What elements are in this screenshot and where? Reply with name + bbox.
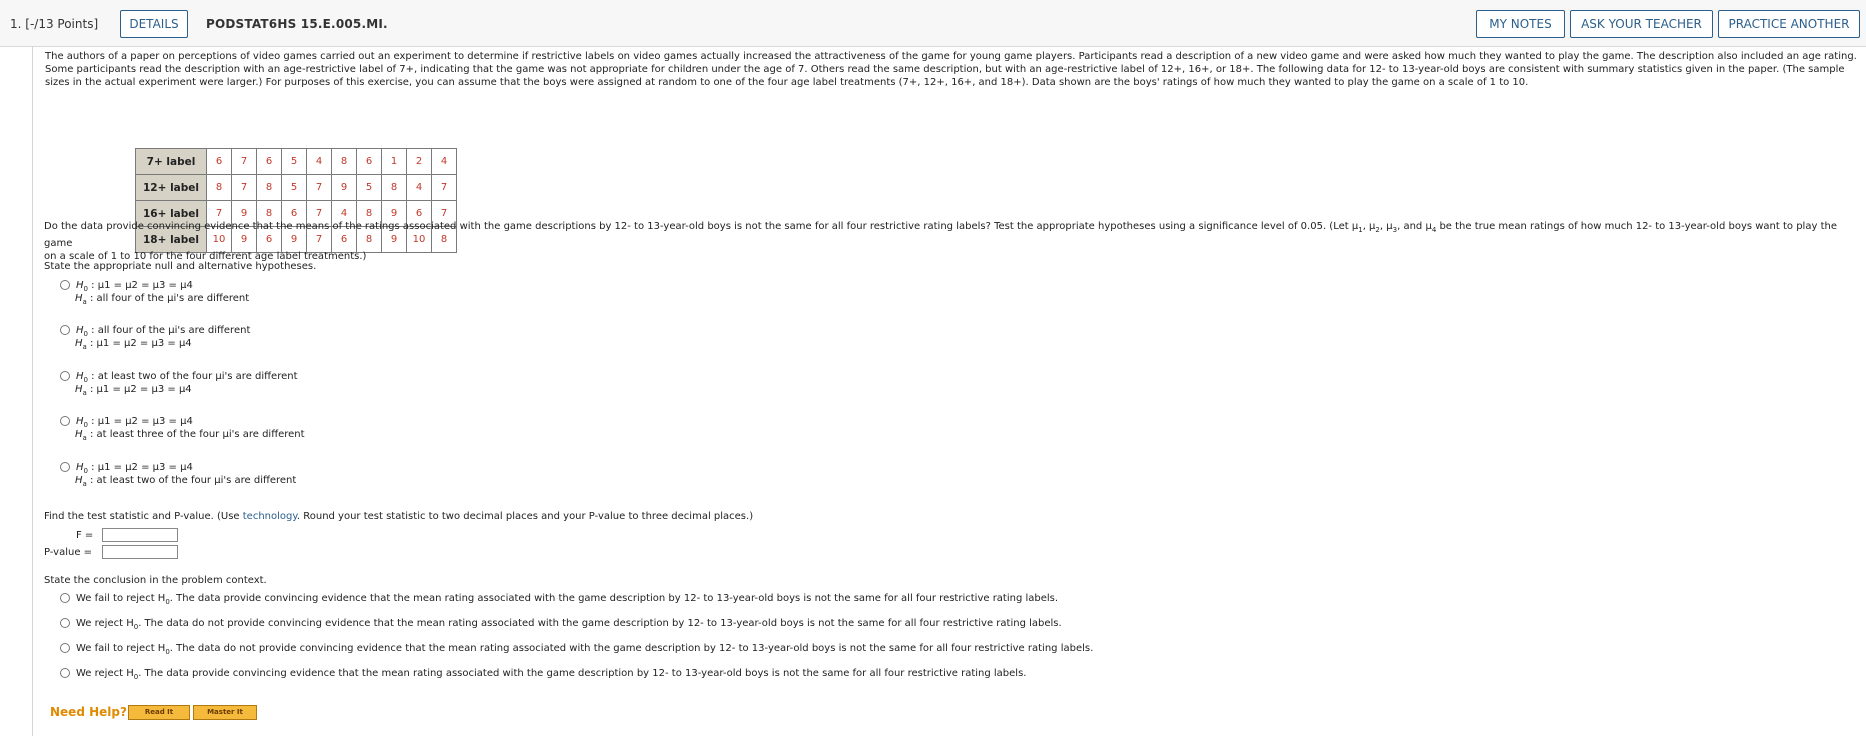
table-cell: 7: [307, 175, 332, 201]
hypothesis-option-3[interactable]: $H_0$ : at least two of the four μi's are different $H_a$ : μ1 = μ2 = μ3 = μ4: [60, 371, 298, 397]
table-cell: 9: [282, 227, 307, 253]
hypothesis-option-1[interactable]: $H_0$ : μ1 = μ2 = μ3 = μ4 $H_a$ : all four of the μi's are different: [60, 280, 249, 306]
test-prompt: [44, 510, 753, 523]
ha-text: : at least three of the four μi's are different: [86, 429, 305, 440]
radio-button[interactable]: [60, 593, 70, 603]
h0-text: : μ1 = μ2 = μ3 = μ4: [88, 280, 193, 291]
ha-text: : μ1 = μ2 = μ3 = μ4: [86, 338, 192, 349]
conclusion-text: We fail to reject H: [76, 593, 166, 604]
table-cell: 9: [232, 201, 257, 227]
read-it-button[interactable]: Read It: [128, 705, 190, 720]
details-button[interactable]: DETAILS: [120, 10, 188, 38]
table-cell: 6: [357, 149, 382, 175]
table-cell: 6: [332, 227, 357, 253]
table-cell: 8: [357, 227, 382, 253]
radio-button[interactable]: [60, 643, 70, 653]
table-cell: 2: [407, 149, 432, 175]
table-cell: 7: [432, 201, 457, 227]
row-label: 7+ label: [136, 149, 207, 175]
question-text-part: be the true mean ratings of how much 12- to 13-year-old boys want to play the game: [44, 221, 1837, 249]
question-text-part: , and μ: [1397, 221, 1432, 232]
conclusion-option-1[interactable]: We fail to reject $H_0$. The data provide convincing evidence that the mean rating associated with the game description by 12- to 13-year-old boys is not the same for all four restrictive rating labels.: [60, 593, 1058, 606]
table-cell: 4: [307, 149, 332, 175]
hypotheses-prompt: State the appropriate null and alternative hypotheses.: [44, 261, 317, 272]
table-cell: 7: [232, 149, 257, 175]
table-cell: 6: [257, 149, 282, 175]
row-label: 18+ label: [136, 227, 207, 253]
technology-link[interactable]: technology: [242, 511, 297, 522]
radio-button[interactable]: [60, 371, 70, 381]
radio-button[interactable]: [60, 325, 70, 335]
table-cell: 7: [232, 175, 257, 201]
row-label: 16+ label: [136, 201, 207, 227]
table-row: [136, 175, 457, 201]
table-cell: 7: [432, 175, 457, 201]
table-cell: 7: [307, 227, 332, 253]
h0-text: : at least two of the four μi's are different: [88, 371, 298, 382]
conclusion-option-3[interactable]: We fail to reject $H_0$. The data do not provide convincing evidence that the mean rating associated with the game description by 12- to 13-year-old boys is not the same for all four restrictive rating labels.: [60, 643, 1093, 656]
question-number: 1. [-/13 Points]: [10, 17, 99, 31]
question-header: [0, 0, 1866, 47]
table-cell: 7: [307, 201, 332, 227]
table-cell: 10: [207, 227, 232, 253]
hypothesis-option-2[interactable]: $H_0$ : all four of the μi's are different $H_a$ : μ1 = μ2 = μ3 = μ4: [60, 325, 250, 351]
ha-text: : μ1 = μ2 = μ3 = μ4: [86, 384, 192, 395]
table-cell: 6: [257, 227, 282, 253]
question-content: [32, 46, 1866, 736]
radio-button[interactable]: [60, 416, 70, 426]
conclusion-text: We reject H: [76, 668, 134, 679]
table-cell: 5: [282, 175, 307, 201]
table-cell: 4: [432, 149, 457, 175]
p-value-input[interactable]: [102, 545, 178, 559]
h0-text: : μ1 = μ2 = μ3 = μ4: [88, 462, 193, 473]
intro-text: The authors of a paper on perceptions of video games carried out an experiment to determine if restrictive labels on video games actually increased the attractiveness of the game for young game players. Participants read a description of a new video game and were asked how much they wanted to play the game. The description also included an age rating. Some participants read the description with an age-restrictive label of 7+, indicating that the game was not appropriate for children under the age of 7. Others read the same description, but with an age-restrictive label of 12+, 16+, or 18+. The following data for 12- to 13-year-old boys are consistent with summary statistics given in the paper. (The sample sizes in the actual experiment were larger.) For purposes of this exercise, you can assume that the boys were assigned at random to one of the four age label treatments (7+, 12+, 16+, and 18+). Data shown are the boys' ratings of how much they wanted to play the game on a scale of 1 to 10.: [45, 51, 1857, 88]
table-cell: 9: [232, 227, 257, 253]
table-row: [136, 149, 457, 175]
hypothesis-option-4[interactable]: $H_0$ : μ1 = μ2 = μ3 = μ4 $H_a$ : at least three of the four μi's are different: [60, 416, 305, 442]
my-notes-button[interactable]: MY NOTES: [1476, 10, 1565, 38]
radio-button[interactable]: [60, 668, 70, 678]
radio-button[interactable]: [60, 280, 70, 290]
table-cell: 5: [357, 175, 382, 201]
h0-text: : all four of the μi's are different: [88, 325, 251, 336]
question-text-part: on a scale of 1 to 10 for the four different age label treatments.): [44, 251, 367, 262]
ha-text: : all four of the μi's are different: [86, 293, 250, 304]
table-cell: 8: [257, 175, 282, 201]
f-label: F =: [76, 530, 94, 541]
table-cell: 8: [257, 201, 282, 227]
test-prompt-part: . Round your test statistic to two decimal places and your P-value to three decimal places.): [296, 511, 754, 522]
table-cell: 4: [332, 201, 357, 227]
table-cell: 10: [407, 227, 432, 253]
conclusion-prompt: State the conclusion in the problem context.: [44, 575, 267, 586]
table-cell: 6: [207, 149, 232, 175]
table-cell: 6: [282, 201, 307, 227]
conclusion-text: . The data do not provide convincing evidence that the mean rating associated with the game description by 12- to 13-year-old boys is not the same for all four restrictive rating labels.: [169, 643, 1094, 654]
practice-another-button[interactable]: PRACTICE ANOTHER: [1718, 10, 1860, 38]
question-text: Do the data provide convincing evidence that the means of the ratings associated with the game descriptions by 12- to 13-year-old boys is not the same for all four restrictive rating labels? Test the appropriate hypotheses using a significance level of 0.05. (Let $\mu_1$, $\mu_2$, $\mu_3$, and $\mu_4$ be the true mean ratings of how much 12- to 13-year-old boys want to play the game on a scale of 1 to 10 for the four different age label treatments.): [44, 221, 1837, 262]
radio-button[interactable]: [60, 462, 70, 472]
question-text-part: Do the data provide convincing evidence that the means of the ratings associated with the game descriptions by 12- to 13-year-old boys is not the same for all four restrictive rating labels? Test the appropriate hypotheses using a significance level of 0.05. (Let μ: [44, 221, 1359, 232]
ha-text: : at least two of the four μi's are different: [86, 475, 297, 486]
p-value-label: P-value =: [44, 547, 93, 558]
table-cell: 8: [332, 149, 357, 175]
conclusion-text: We reject H: [76, 618, 134, 629]
need-help-label: Need Help?: [50, 705, 127, 719]
radio-button[interactable]: [60, 618, 70, 628]
conclusion-text: . The data provide convincing evidence that the mean rating associated with the game description by 12- to 13-year-old boys is not the same for all four restrictive rating labels.: [138, 668, 1027, 679]
table-cell: 9: [332, 175, 357, 201]
f-input[interactable]: [102, 528, 178, 542]
table-cell: 8: [357, 201, 382, 227]
table-cell: 9: [382, 227, 407, 253]
table-cell: 1: [382, 149, 407, 175]
table-cell: 5: [282, 149, 307, 175]
row-label: 12+ label: [136, 175, 207, 201]
table-cell: 8: [207, 175, 232, 201]
table-cell: 8: [382, 175, 407, 201]
conclusion-option-4[interactable]: We reject $H_0$. The data provide convincing evidence that the mean rating associated with the game description by 12- to 13-year-old boys is not the same for all four restrictive rating labels.: [60, 668, 1026, 681]
conclusion-option-2[interactable]: We reject $H_0$. The data do not provide convincing evidence that the mean rating associated with the game description by 12- to 13-year-old boys is not the same for all four restrictive rating labels.: [60, 618, 1062, 631]
table-cell: 8: [432, 227, 457, 253]
master-it-button[interactable]: Master It: [193, 705, 257, 720]
test-prompt-part: Find the test statistic and P-value. (Use: [44, 511, 243, 522]
conclusion-text: We fail to reject H: [76, 643, 166, 654]
conclusion-text: . The data provide convincing evidence that the mean rating associated with the game description by 12- to 13-year-old boys is not the same for all four restrictive rating labels.: [169, 593, 1059, 604]
table-cell: 6: [407, 201, 432, 227]
ask-teacher-button[interactable]: ASK YOUR TEACHER: [1570, 10, 1713, 38]
hypothesis-option-5[interactable]: $H_0$ : μ1 = μ2 = μ3 = μ4 $H_a$ : at least two of the four μi's are different: [60, 462, 296, 488]
table-cell: 7: [207, 201, 232, 227]
table-cell: 9: [382, 201, 407, 227]
conclusion-text: . The data do not provide convincing evidence that the mean rating associated with the game description by 12- to 13-year-old boys is not the same for all four restrictive rating labels.: [138, 618, 1062, 629]
question-code: PODSTAT6HS 15.E.005.MI.: [206, 17, 388, 31]
h0-text: : μ1 = μ2 = μ3 = μ4: [88, 416, 193, 427]
table-cell: 4: [407, 175, 432, 201]
